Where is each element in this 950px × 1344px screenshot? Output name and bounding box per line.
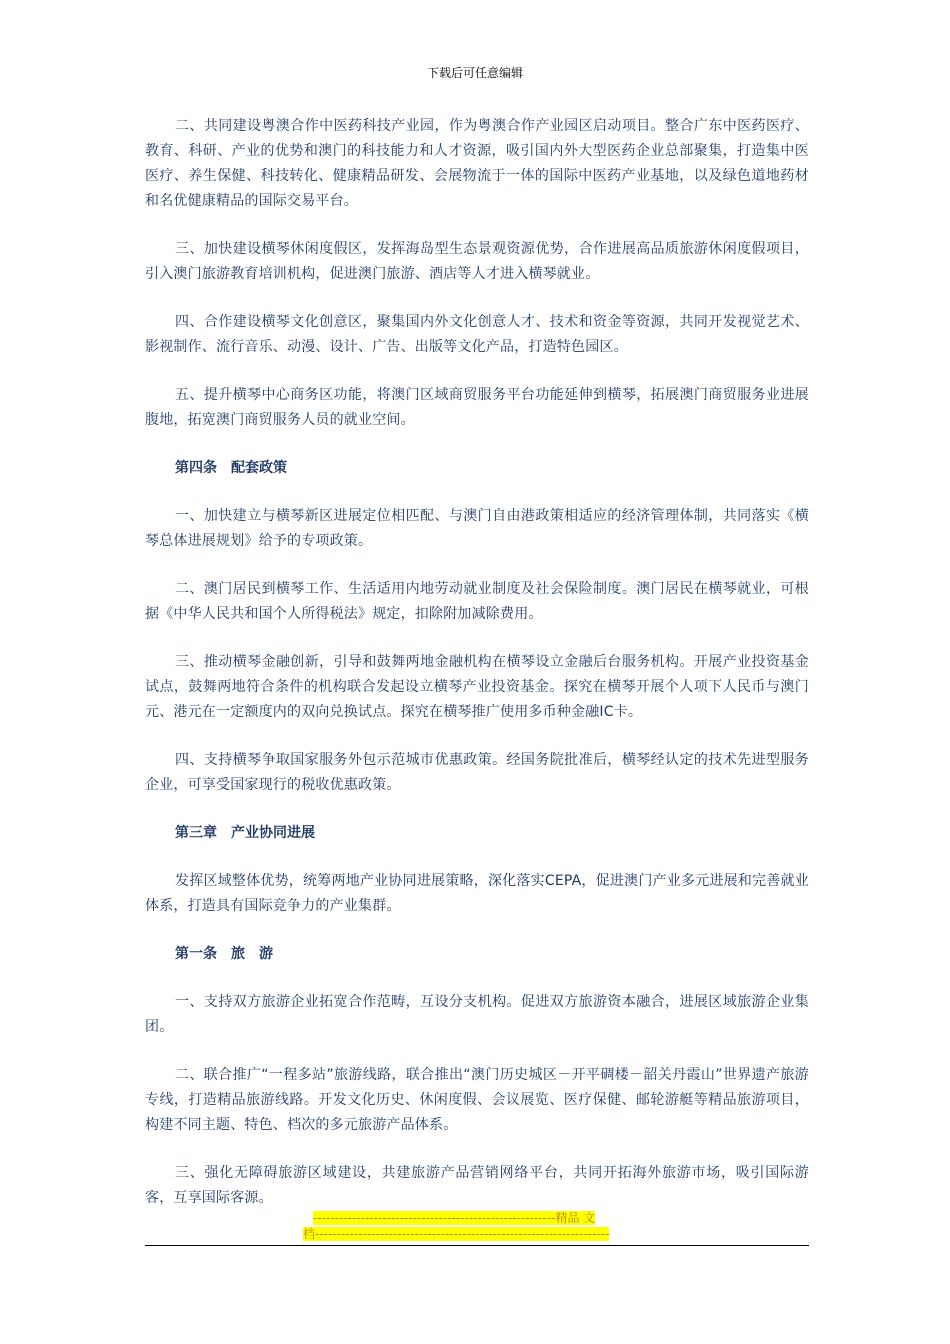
footer-line-2 bbox=[145, 1226, 809, 1242]
footer-divider bbox=[145, 1245, 809, 1246]
page-header: 下载后可任意编辑 bbox=[426, 66, 523, 80]
paragraph: 三、强化无障碍旅游区域建设，共建旅游产品营销网络平台，共同开拓海外旅游市场，吸引国际游客，互享国际客源。 bbox=[145, 1165, 809, 1206]
footer-line-1 bbox=[145, 1210, 809, 1226]
paragraph: 五、提升横琴中心商务区功能，将澳门区域商贸服务平台功能延伸到横琴，拓展澳门商贸服务业进展腹地，拓宽澳门商贸服务人员的就业空间。 bbox=[145, 387, 809, 428]
paragraph: 二、澳门居民到横琴工作、生活适用内地劳动就业制度及社会保险制度。澳门居民在横琴就业，可根据《中华人民共和国个人所得税法》规定，扣除附加减除费用。 bbox=[145, 581, 809, 622]
footer-watermark-text: 档-------------------------------------------------------------------- bbox=[303, 1227, 610, 1241]
document-body bbox=[145, 114, 809, 1234]
section-heading: 第四条 配套政策 bbox=[175, 460, 287, 476]
section-heading: 第一条 旅 游 bbox=[175, 946, 273, 962]
paragraph: 三、加快建设横琴休闲度假区，发挥海岛型生态景观资源优势，合作进展高品质旅游休闲度假项目，引入澳门旅游教育培训机构，促进澳门旅游、酒店等人才进入横琴就业。 bbox=[145, 241, 809, 282]
chapter-heading: 第三章 产业协同进展 bbox=[175, 825, 315, 841]
paragraph: 三、推动横琴金融创新，引导和鼓舞两地金融机构在横琴设立金融后台服务机构。开展产业投资基金试点，鼓舞两地符合条件的机构联合发起设立横琴产业投资基金。探究在横琴开展个人项下人民币与澳门元、港元在一定额度内的双向兑换试点。探究在横琴推广使用多币种金融IC卡。 bbox=[145, 654, 809, 720]
footer-watermark-text: --------------------------------------------------------精品 文 bbox=[313, 1211, 596, 1225]
paragraph: 四、支持横琴争取国家服务外包示范城市优惠政策。经国务院批准后，横琴经认定的技术先进型服务企业，可享受国家现行的税收优惠政策。 bbox=[145, 752, 809, 793]
paragraph: 一、支持双方旅游企业拓宽合作范畴，互设分支机构。促进双方旅游资本融合，进展区域旅游企业集团。 bbox=[145, 994, 809, 1035]
paragraph: 四、合作建设横琴文化创意区，聚集国内外文化创意人才、技术和资金等资源，共同开发视觉艺术、影视制作、流行音乐、动漫、设计、广告、出版等文化产品，打造特色园区。 bbox=[145, 314, 809, 355]
paragraph: 二、联合推广“一程多站”旅游线路，联合推出“澳门历史城区－开平碉楼－韶关丹霞山”世界遗产旅游专线，打造精品旅游线路。开发文化历史、休闲度假、会议展览、医疗保健、邮轮游艇等精品旅游项目，构建不同主题、特色、档次的多元旅游产品体系。 bbox=[145, 1067, 809, 1133]
paragraph: 发挥区域整体优势，统筹两地产业协同进展策略，深化落实CEPA，促进澳门产业多元进展和完善就业体系，打造具有国际竞争力的产业集群。 bbox=[145, 873, 809, 914]
paragraph: 二、共同建设粤澳合作中医药科技产业园，作为粤澳合作产业园区启动项目。整合广东中医药医疗、教育、科研、产业的优势和澳门的科技能力和人才资源，吸引国内外大型医药企业总部聚集，打造集中医医疗、养生保健、科技转化、健康精品研发、会展物流于一体的国际中医药产业基地，以及绿色道地药材和名优健康精品的国际交易平台。 bbox=[145, 118, 809, 209]
page-footer bbox=[145, 1210, 809, 1246]
paragraph: 一、加快建立与横琴新区进展定位相匹配、与澳门自由港政策相适应的经济管理体制，共同落实《横琴总体进展规划》给予的专项政策。 bbox=[145, 508, 809, 549]
